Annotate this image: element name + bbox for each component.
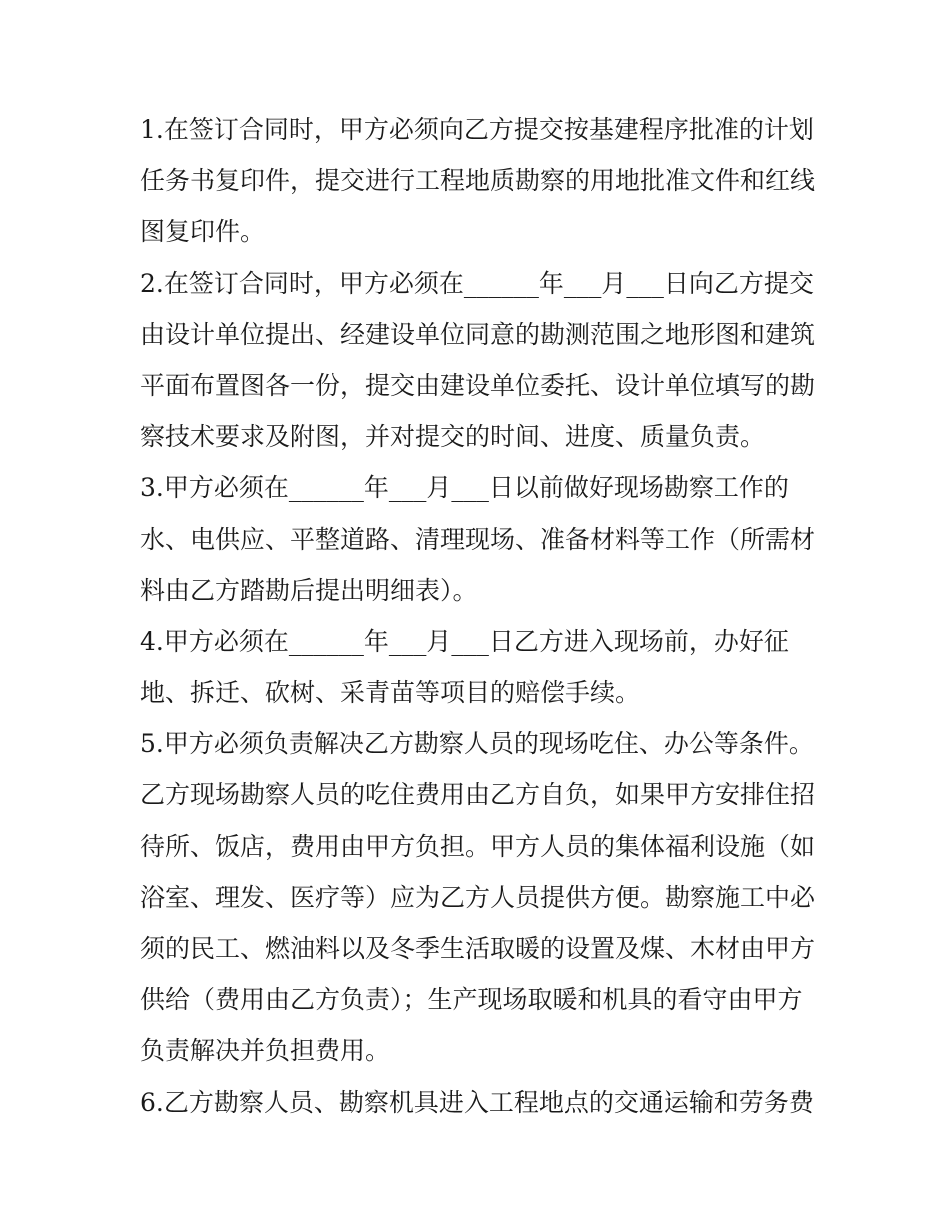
text-line: 任务书复印件，提交进行工程地质勘察的用地批准文件和红线 bbox=[140, 166, 816, 196]
text-line: 6.乙方勘察人员、勘察机具进入工程地点的交通运输和劳务费 bbox=[140, 1087, 814, 1117]
text-line: 图复印件。 bbox=[140, 217, 266, 247]
text-line: 平面布置图各一份，提交由建设单位委托、设计单位填写的勘 bbox=[140, 370, 816, 400]
text-line: 待所、饭店，费用由甲方负担。甲方人员的集体福利设施（如 bbox=[140, 831, 816, 861]
text-line: 5.甲方必须负责解决乙方勘察人员的现场吃住、办公等条件。 bbox=[140, 729, 814, 759]
text-line: 1.在签订合同时，甲方必须向乙方提交按基建程序批准的计划 bbox=[140, 115, 814, 144]
text-line: 察技术要求及附图，并对提交的时间、进度、质量负责。 bbox=[140, 422, 766, 452]
text-line: 水、电供应、平整道路、清理现场、准备材料等工作（所需材 bbox=[140, 524, 816, 554]
document-body bbox=[140, 104, 820, 1128]
text-line: 供给（费用由乙方负责）；生产现场取暖和机具的看守由甲方 bbox=[140, 985, 803, 1015]
text-line: 地、拆迁、砍树、采青苗等项目的赔偿手续。 bbox=[140, 678, 641, 708]
text-line: 料由乙方踏勘后提出明细表）。 bbox=[140, 575, 478, 605]
text-line: 由设计单位提出、经建设单位同意的勘测范围之地形图和建筑 bbox=[140, 319, 816, 349]
text-line: 浴室、理发、医疗等）应为乙方人员提供方便。勘察施工中必 bbox=[140, 882, 816, 912]
text-line: 3.甲方必须在______年___月___日以前做好现场勘察工作的 bbox=[140, 473, 789, 503]
text-line: 2.在签订合同时，甲方必须在______年___月___日向乙方提交 bbox=[140, 268, 814, 298]
text-line: 乙方现场勘察人员的吃住费用由乙方自负，如果甲方安排住招 bbox=[140, 780, 816, 810]
text-line: 负责解决并负担费用。 bbox=[140, 1036, 391, 1066]
text-line: 须的民工、燃油料以及冬季生活取暖的设置及煤、木材由甲方 bbox=[140, 934, 816, 963]
text-line: 4.甲方必须在______年___月___日乙方进入现场前，办好征 bbox=[140, 626, 789, 656]
